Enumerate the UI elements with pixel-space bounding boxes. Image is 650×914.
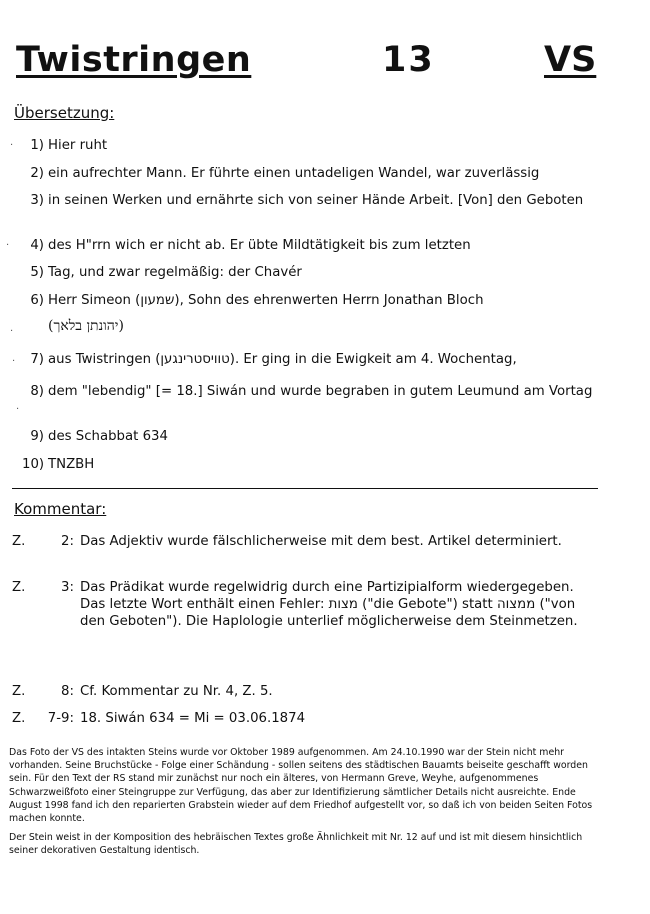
line-ref-prefix: Z.	[12, 711, 26, 726]
line-ref-prefix: Z.	[12, 684, 26, 699]
line-text: ein aufrechter Mann. Er führte einen untadeligen Wandel, war zuverlässig	[48, 166, 540, 181]
line-text: dem "lebendig" [= 18.] Siwán und wurde begraben in gutem Leumund am Vortag	[48, 384, 593, 399]
line-number: 3)	[30, 193, 44, 208]
section-divider	[12, 488, 598, 489]
line-text: Hier ruht	[48, 138, 108, 153]
line-ref-number: 2:	[61, 534, 74, 549]
commentary-text: Cf. Kommentar zu Nr. 4, Z. 5.	[80, 684, 273, 699]
line-text: in seinen Werken und ernährte sich von seiner Hände Arbeit. [Von] den Geboten	[48, 193, 584, 208]
line-number: 1)	[30, 138, 44, 153]
line-number: 4)	[30, 238, 44, 253]
line-number: 10)	[22, 457, 45, 472]
stone-number: 13	[382, 40, 435, 80]
commentary-text: 18. Siwán 634 = Mi = 03.06.1874	[80, 711, 306, 726]
line-number: 6)	[30, 293, 44, 308]
line-number: 8)	[30, 384, 44, 399]
commentary-text: Das letzte Wort enthält einen Fehler: מצות ("die Gebote") statt ממצוה ("von den Geboten"). Die Haplologie unterlief möglicherweise dem Steinmetzen.	[80, 597, 578, 629]
footnotes	[9, 746, 597, 864]
page-header	[16, 40, 596, 88]
footnote-paragraph: Das Foto der VS des intakten Steins wurde vor Oktober 1989 aufgenommen. Am 24.10.1990 war der Stein nicht mehr vorhanden. Seine Bruchstücke - Folge einer Schändung - sollen seitens des städtischen Bauamts beiseite geschafft worden sein. Für den Text der RS stand mir zunächst nur noch ein älteres, von Hermann Greve, Weyhe, aufgenommenes Schwarzweißfoto einer Steingruppe zur Verfügung, das aber zur Identifizierung sämtlicher Details nicht ausreichte. Ende August 1998 fand ich den reparierten Grabstein wieder auf dem Friedhof aufgestellt vor, so daß ich von beiden Seiten Fotos machen konnte.	[9, 747, 593, 825]
line-ref-number: 3:	[61, 580, 74, 595]
line-text: aus Twistringen (טוויסטרינגען). Er ging in die Ewigkeit am 4. Wochentag,	[48, 352, 517, 367]
line-text: des Schabbat 634	[48, 429, 168, 444]
scan-speck: ·	[16, 404, 20, 415]
line-ref-prefix: Z.	[12, 534, 26, 549]
line-text: des H"rrn wich er nicht ab. Er übte Mildtätigkeit bis zum letzten	[48, 238, 471, 253]
hebrew-name: (יהונתן בלאך)	[48, 318, 124, 334]
line-ref-number: 7-9:	[47, 711, 74, 726]
line-ref-prefix: Z.	[12, 580, 26, 595]
line-ref-number: 8:	[61, 684, 74, 699]
line-number: 9)	[30, 429, 44, 444]
line-text: Tag, und zwar regelmäßig: der Chavér	[48, 265, 302, 280]
scan-speck: ·	[6, 240, 10, 251]
scan-speck: ·	[10, 326, 14, 337]
line-text: Herr Simeon (שמעון), Sohn des ehrenwerten Herrn Jonathan Bloch	[48, 293, 484, 308]
commentary-text: Das Prädikat wurde regelwidrig durch eine Partizipialform wiedergegeben.	[80, 580, 574, 595]
translation-heading: Übersetzung:	[14, 104, 115, 122]
scan-speck: ·	[12, 356, 16, 367]
line-text: TNZBH	[48, 457, 95, 472]
line-number: 2)	[30, 166, 44, 181]
stone-side: VS	[544, 40, 597, 80]
cemetery-title: Twistringen	[16, 40, 252, 80]
commentary-text: Das Adjektiv wurde fälschlicherweise mit dem best. Artikel determiniert.	[80, 534, 562, 549]
commentary-heading: Kommentar:	[14, 500, 107, 518]
footnote-paragraph: Der Stein weist in der Komposition des hebräischen Textes große Ähnlichkeit mit Nr. 12 auf und ist mit diesem hinsichtlich seiner dekorativen Gestaltung identisch.	[9, 832, 583, 857]
scan-speck: ·	[10, 140, 14, 151]
line-number: 7)	[30, 352, 44, 367]
line-number: 5)	[30, 265, 44, 280]
